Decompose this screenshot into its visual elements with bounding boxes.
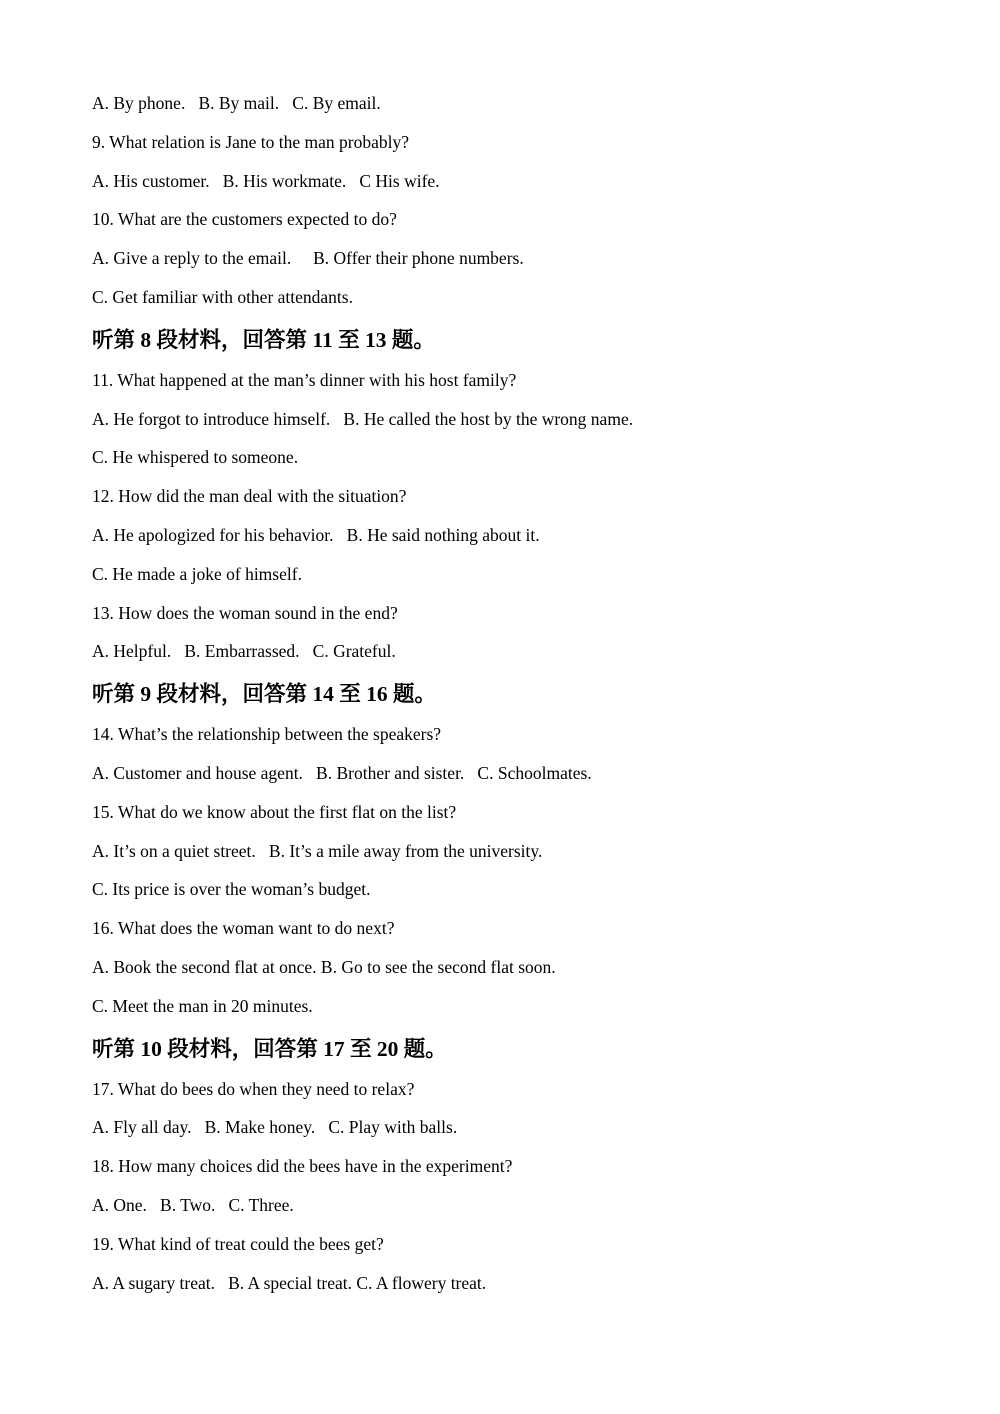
option-line: A. He apologized for his behavior. B. He said nothing about it.	[92, 524, 540, 545]
option-line: A. He forgot to introduce himself. B. He called the host by the wrong name.	[92, 408, 634, 429]
question-line: 16. What does the woman want to do next?	[92, 918, 395, 939]
option-line: C. Meet the man in 20 minutes.	[92, 995, 313, 1016]
option-line: C. He made a joke of himself.	[92, 563, 302, 584]
option-line: A. One. B. Two. C. Three.	[92, 1194, 294, 1215]
question-line: 15. What do we know about the first flat on the list?	[92, 801, 457, 822]
exam-text-content	[92, 84, 970, 1302]
section-header: 听第 8 段材料，回答第 11 至 13 题。	[92, 327, 435, 352]
option-line: A. By phone. B. By mail. C. By email.	[92, 93, 381, 113]
option-line: A. His customer. B. His workmate. C His wife.	[92, 170, 440, 191]
question-line: 18. How many choices did the bees have in the experiment?	[92, 1156, 513, 1177]
question-line: 10. What are the customers expected to do?	[92, 209, 397, 230]
question-line: 9. What relation is Jane to the man probably?	[92, 131, 410, 152]
option-line: A. It’s on a quiet street. B. It’s a mile away from the university.	[92, 840, 543, 861]
option-line: A. Give a reply to the email. B. Offer their phone numbers.	[92, 248, 524, 269]
option-line: A. Customer and house agent. B. Brother and sister. C. Schoolmates.	[92, 762, 592, 783]
section-header: 听第 9 段材料，回答第 14 至 16 题。	[92, 682, 437, 707]
question-line: 17. What do bees do when they need to relax?	[92, 1078, 415, 1099]
question-line: 19. What kind of treat could the bees get?	[92, 1233, 384, 1254]
option-line: A. Fly all day. B. Make honey. C. Play with balls.	[92, 1117, 458, 1138]
option-line: A. Book the second flat at once. B. Go to see the second flat soon.	[92, 956, 556, 977]
option-line: A. Helpful. B. Embarrassed. C. Grateful.	[92, 641, 396, 662]
option-line: C. He whispered to someone.	[92, 447, 299, 468]
option-line: A. A sugary treat. B. A special treat. C. A flowery treat.	[92, 1272, 487, 1293]
question-line: 14. What’s the relationship between the speakers?	[92, 724, 442, 745]
section-header: 听第 10 段材料，回答第 17 至 20 题。	[92, 1036, 447, 1061]
option-line: C. Get familiar with other attendants.	[92, 286, 353, 307]
question-line: 12. How did the man deal with the situation?	[92, 486, 407, 507]
question-line: 13. How does the woman sound in the end?	[92, 602, 398, 623]
question-line: 11. What happened at the man’s dinner with his host family?	[92, 369, 517, 390]
option-line: C. Its price is over the woman’s budget.	[92, 879, 371, 900]
